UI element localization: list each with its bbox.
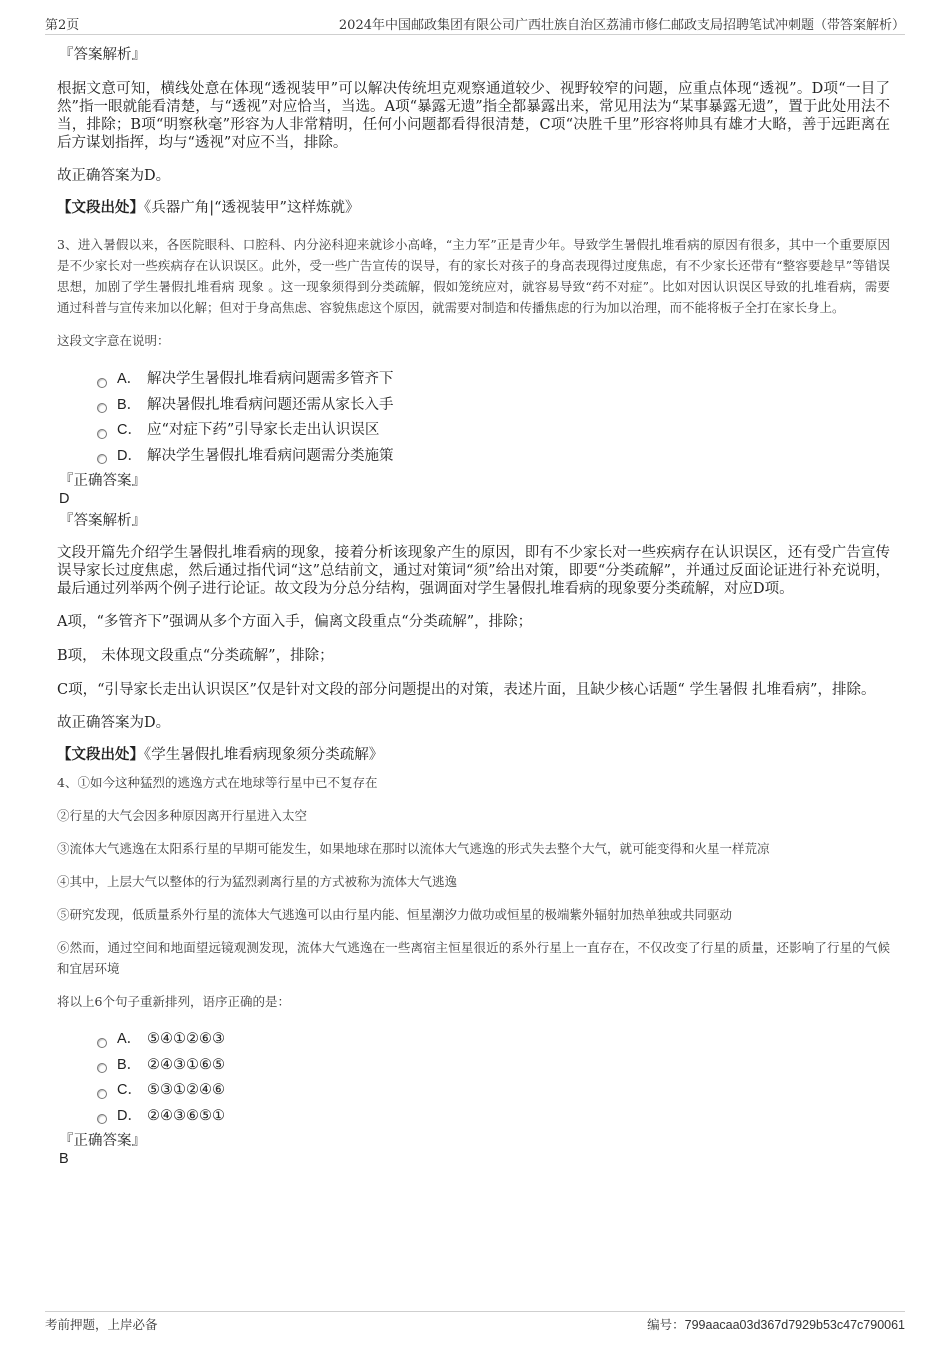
q3-option-d[interactable]: D． 解决学生暑假扎堆看病问题需分类施策 — [97, 444, 890, 470]
footer-code-wrap — [647, 1315, 905, 1333]
q4-options — [97, 1027, 890, 1129]
q3-analysis-a: A项，“多管齐下”强调从多个方面入手，偏离文段重点“分类疏解”，排除； — [57, 614, 533, 630]
q3-option-b[interactable]: B． 解决暑假扎堆看病问题还需从家长入手 — [97, 393, 890, 419]
q2-analysis-text: 根据文意可知，横线处意在体现“透视装甲”可以解决传统坦克观察通道较少、视野较窄的问题，应重点体现“透视”。D项“一目了然”指一眼就能看清楚，与“透视”对应恰当，当选。A项“暴露无遗”指全都暴露出来，常见用法为“某事暴露无遗”，置于此处用法不当，排除；B项“明察秋毫”形容为人非常精明，任何小问题都看得很清楚，C项“决胜千里”形容将帅具有雄才大略，善于远距离在后方谋划指挥，均与“透视”对应不当，排除。 — [57, 81, 890, 151]
q3-source — [57, 745, 890, 765]
radio-button[interactable] — [97, 1089, 107, 1099]
q3-answer: D — [59, 491, 70, 507]
page-content — [57, 45, 890, 1168]
q4-question: 将以上6个句子重新排列，语序正确的是： — [57, 994, 290, 1009]
radio-button[interactable] — [97, 454, 107, 464]
q4-sentence-1: 4、①如今这种猛烈的逃逸方式在地球等行星中已不复存在 — [57, 775, 378, 790]
page-number: 第2页 — [45, 18, 80, 33]
q3-analysis-label: 『答案解析』 — [59, 513, 146, 529]
q2-source-text: 《兵器广角|“透视装甲”这样炼就》 — [144, 200, 360, 216]
footer-code-label: 编号： — [647, 1317, 685, 1332]
q2-conclusion: 故正确答案为D。 — [57, 168, 171, 184]
page-header — [45, 12, 905, 35]
footer-slogan: 考前押题，上岸必备 — [45, 1317, 158, 1332]
footer-code: 799aacaa03d367d7929b53c47c790061 — [684, 1318, 905, 1332]
q3-analysis-c: C项，“引导家长走出认识误区”仅是针对文段的部分问题提出的对策，表述片面，且缺少核心话题“ 学生暑假 扎堆看病”，排除。 — [57, 682, 876, 698]
q4-sentence-6: ⑥然而，通过空间和地面望远镜观测发现，流体大气逃逸在一些离宿主恒星很近的系外行星上一直存在，不仅改变了行星的质量，还影响了行星的气候和宜居环境 — [57, 940, 890, 976]
q3-option-c[interactable]: C． 应“对症下药”引导家长走出认识误区 — [97, 418, 890, 444]
q3-options — [97, 367, 890, 469]
radio-button[interactable] — [97, 1063, 107, 1073]
q3-analysis-b: B项， 未体现文段重点“分类疏解”，排除； — [57, 648, 334, 664]
q3-stem: 3、进入暑假以来，各医院眼科、口腔科、内分泌科迎来就诊小高峰，“主力军”正是青少年。导致学生暑假扎堆看病的原因有很多，其中一个重要原因是不少家长对一些疾病存在认识误区。此外，受一些广告宣传的误导，有的家长对孩子的身高表现得过度焦虑，有不少家长还带有“整容要趁早”等错误思想，加剧了学生暑假扎堆看病 现象 。这一现象须得到分类疏解，假如笼统应对，就容易导致“药不对症”。比如对因认识误区导致的扎堆看病，需要通过科普与宣传来加以化解；但对于身高焦虑、容貌焦虑这个原因，就需要对制造和传播焦虑的行为加以治理，而不能将板子全打在家长身上。 — [57, 237, 890, 315]
q3-source-text: 《学生暑假扎堆看病现象须分类疏解》 — [144, 747, 384, 763]
q4-answer: B — [59, 1151, 69, 1167]
q4-option-d[interactable]: D． ②④③⑥⑤① — [97, 1104, 890, 1130]
q3-question: 这段文字意在说明： — [57, 333, 170, 348]
q2-analysis-label: 『答案解析』 — [59, 47, 146, 63]
radio-button[interactable] — [97, 403, 107, 413]
radio-button[interactable] — [97, 429, 107, 439]
radio-button[interactable] — [97, 1038, 107, 1048]
q2-source-label: 【文段出处】 — [57, 199, 144, 216]
q4-option-c[interactable]: C． ⑤③①②④⑥ — [97, 1078, 890, 1104]
page-footer — [45, 1311, 905, 1334]
q4-sentence-5: ⑤研究发现，低质量系外行星的流体大气逃逸可以由行星内能、恒星潮汐力做功或恒星的极端紫外辐射加热单独或共同驱动 — [57, 907, 733, 922]
q4-sentence-3: ③流体大气逃逸在太阳系行星的早期可能发生，如果地球在那时以流体大气逃逸的形式失去整个大气，就可能变得和火星一样荒凉 — [57, 841, 770, 856]
q3-answer-label: 『正确答案』 — [59, 473, 146, 489]
q4-sentence-2: ②行星的大气会因多种原因离开行星进入太空 — [57, 808, 308, 823]
q3-analysis-text: 文段开篇先介绍学生暑假扎堆看病的现象，接着分析该现象产生的原因，即有不少家长对一些疾病存在认识误区，还有受广告宣传误导家长过度焦虑，然后通过指代词“这”总结前文，通过对策词“须”给出对策，即要“分类疏解”，并通过反面论证进行补充说明，最后通过列举两个例子进行论证。故文段为分总分结构，强调面对学生暑假扎堆看病的现象要分类疏解，对应D项。 — [57, 545, 890, 597]
document-title: 2024年中国邮政集团有限公司广西壮族自治区荔浦市修仁邮政支局招聘笔试冲刺题（带答案解析） — [338, 18, 905, 33]
radio-button[interactable] — [97, 1114, 107, 1124]
q4-option-a[interactable]: A． ⑤④①②⑥③ — [97, 1027, 890, 1053]
q4-sentence-4: ④其中，上层大气以整体的行为猛烈剥离行星的方式被称为流体大气逃逸 — [57, 874, 458, 889]
q4-answer-label: 『正确答案』 — [59, 1133, 146, 1149]
q4-option-b[interactable]: B． ②④③①⑥⑤ — [97, 1053, 890, 1079]
q2-source — [57, 198, 890, 218]
q3-source-label: 【文段出处】 — [57, 746, 144, 763]
radio-button[interactable] — [97, 378, 107, 388]
q3-option-a[interactable]: A． 解决学生暑假扎堆看病问题需多管齐下 — [97, 367, 890, 393]
q3-conclusion: 故正确答案为D。 — [57, 715, 171, 731]
